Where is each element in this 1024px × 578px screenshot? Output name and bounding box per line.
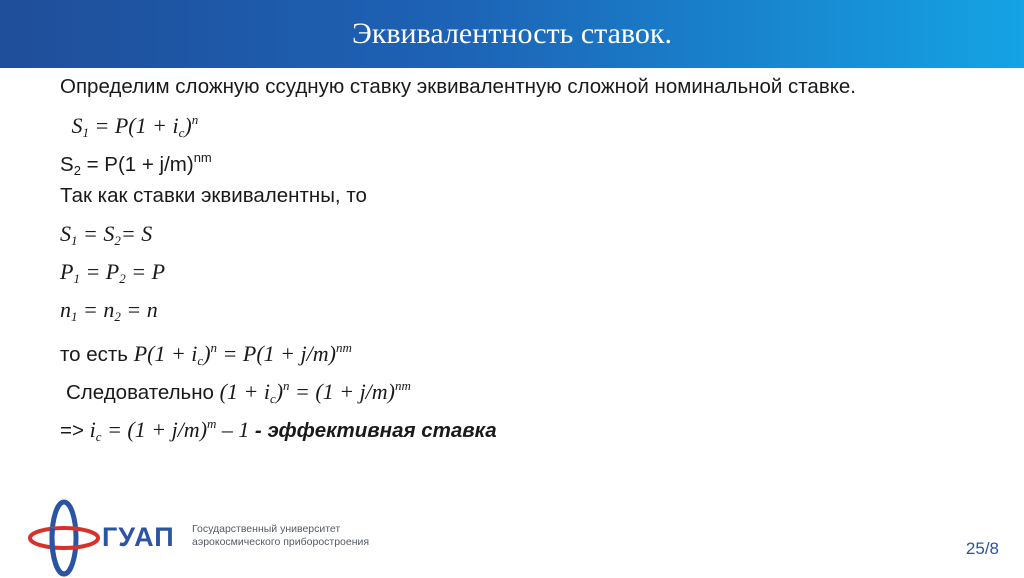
logo-wordmark: ГУАП <box>102 522 175 552</box>
formula-p-equal: $P_1 = P_2 = P$ <box>60 259 166 286</box>
title-bar <box>0 0 1024 68</box>
formula-s2: $S_2 = P(1 + j/m)^{nm}$ <box>60 150 212 178</box>
label-therefore: Следовательно <box>66 381 214 404</box>
logo-subtitle-line1: Государственный университет <box>192 523 341 535</box>
formula-n-equal: $n_1 = n_2 = n$ <box>60 297 158 324</box>
slide-content <box>60 72 965 447</box>
text-since-equivalent: Так как ставки эквивалентны, то <box>60 184 367 207</box>
arrow-symbol: => <box>60 419 84 442</box>
formula-therefore: Следовательно $(1 + i_c)^n = (1 + j/m)^{nm}$ <box>66 378 411 406</box>
formula-effective-rate: => $i_c = (1 + j/m)^m - 1$ - эффективная ставка <box>60 416 497 444</box>
guap-emblem-icon <box>24 498 104 578</box>
logo-subtitle <box>192 523 422 549</box>
slide-title: Эквивалентность ставок. <box>352 17 672 50</box>
formula-s1: $S_1 = P(1 + i_c)^n$ <box>66 112 199 140</box>
formula-s-equal: $S_1 = S_2= S$ <box>60 221 153 248</box>
page-number: 25/8 <box>965 539 999 558</box>
label-that-is: то есть <box>60 343 128 366</box>
logo-subtitle-line2: аэрокосмического приборостроения <box>192 536 370 548</box>
label-effective-rate: - эффективная ставка <box>254 419 497 442</box>
formula-that-is: то есть $P(1 + i_c)^n = P(1 + j/m)^{nm}$ <box>60 340 352 368</box>
intro-paragraph: Определим сложную ссудную ставку эквивалентную сложной номинальной ставке. <box>60 75 857 98</box>
